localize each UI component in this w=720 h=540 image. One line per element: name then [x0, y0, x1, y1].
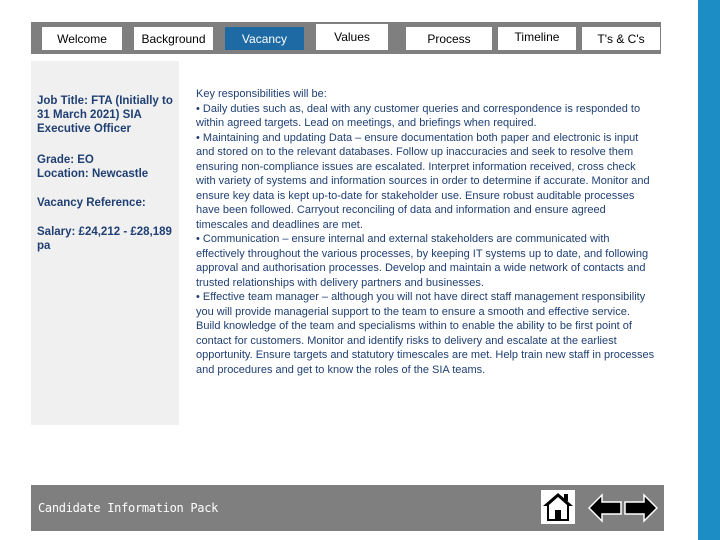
home-icon	[541, 490, 575, 524]
tab-process[interactable]: Process	[406, 27, 492, 50]
responsibility-item: • Maintaining and updating Data – ensure documentation both paper and electronic is input and stored on to the relevant databases. Follow up inaccuracies and seek to resolve them ensuring non-compliance issues are escalated. Interpret information received, cross check with variety of systems and information sources in order to determine if accurate. Monitor and ensure key data is kept up-to-date for stakeholder use. Ensure robust auditable processes have been followed. Carryout reconciling of data and information and ensure agreed timescales and deadlines are met.	[196, 131, 650, 231]
home-button[interactable]	[541, 490, 575, 524]
responsibility-item: • Communication – ensure internal and external stakeholders are communicated with effectively throughout the various processes, by keeping IT systems up to date, and following approval and authorisation processes. Develop and maintain a wide network of contacts and trusted relationships with delivery partners and businesses.	[196, 233, 649, 289]
vacancy-reference: Vacancy Reference:	[37, 197, 146, 209]
tab-welcome[interactable]: Welcome	[42, 27, 122, 50]
back-button[interactable]	[588, 493, 622, 523]
footer-bar	[31, 485, 664, 531]
decorative-strip	[698, 0, 720, 540]
grade: Grade: EO	[37, 154, 94, 166]
job-summary-panel	[31, 61, 179, 425]
forward-button[interactable]	[624, 493, 658, 523]
salary: Salary: £24,212 - £28,189 pa	[37, 226, 172, 252]
tab-background[interactable]: Background	[134, 27, 213, 50]
tab-terms[interactable]: T's & C's	[582, 27, 660, 50]
tab-values[interactable]: Values	[316, 24, 388, 50]
tab-timeline[interactable]: Timeline	[498, 27, 576, 50]
footer-label: Candidate Information Pack	[38, 501, 219, 515]
job-title: Job Title: FTA (Initially to 31 March 2021) SIA Executive Officer	[37, 95, 173, 135]
tab-vacancy[interactable]: Vacancy	[225, 27, 304, 50]
responsibilities-heading: Key responsibilities will be:	[196, 88, 327, 100]
responsibilities	[196, 87, 656, 377]
location: Location: Newcastle	[37, 168, 149, 180]
tab-bar	[31, 22, 661, 54]
responsibility-item: • Daily duties such as, deal with any customer queries and correspondence is responded to within agreed targets. Lead on meetings, and briefings when required.	[196, 102, 641, 129]
responsibility-item: • Effective team manager – although you will not have direct staff management responsibility you will provide managerial support to the team to ensure a smooth and effective service. Build knowledge of the team and specialisms within to enable the ability to be first point of contact for customers. Monitor and identify risks to delivery and escalate at the earliest opportunity. Ensure targets and statutory timescales are met. Help train new staff in processes and procedures and get to know the roles of the SIA teams.	[196, 291, 655, 376]
arrow-left-icon	[588, 493, 622, 523]
arrow-right-icon	[624, 493, 658, 523]
